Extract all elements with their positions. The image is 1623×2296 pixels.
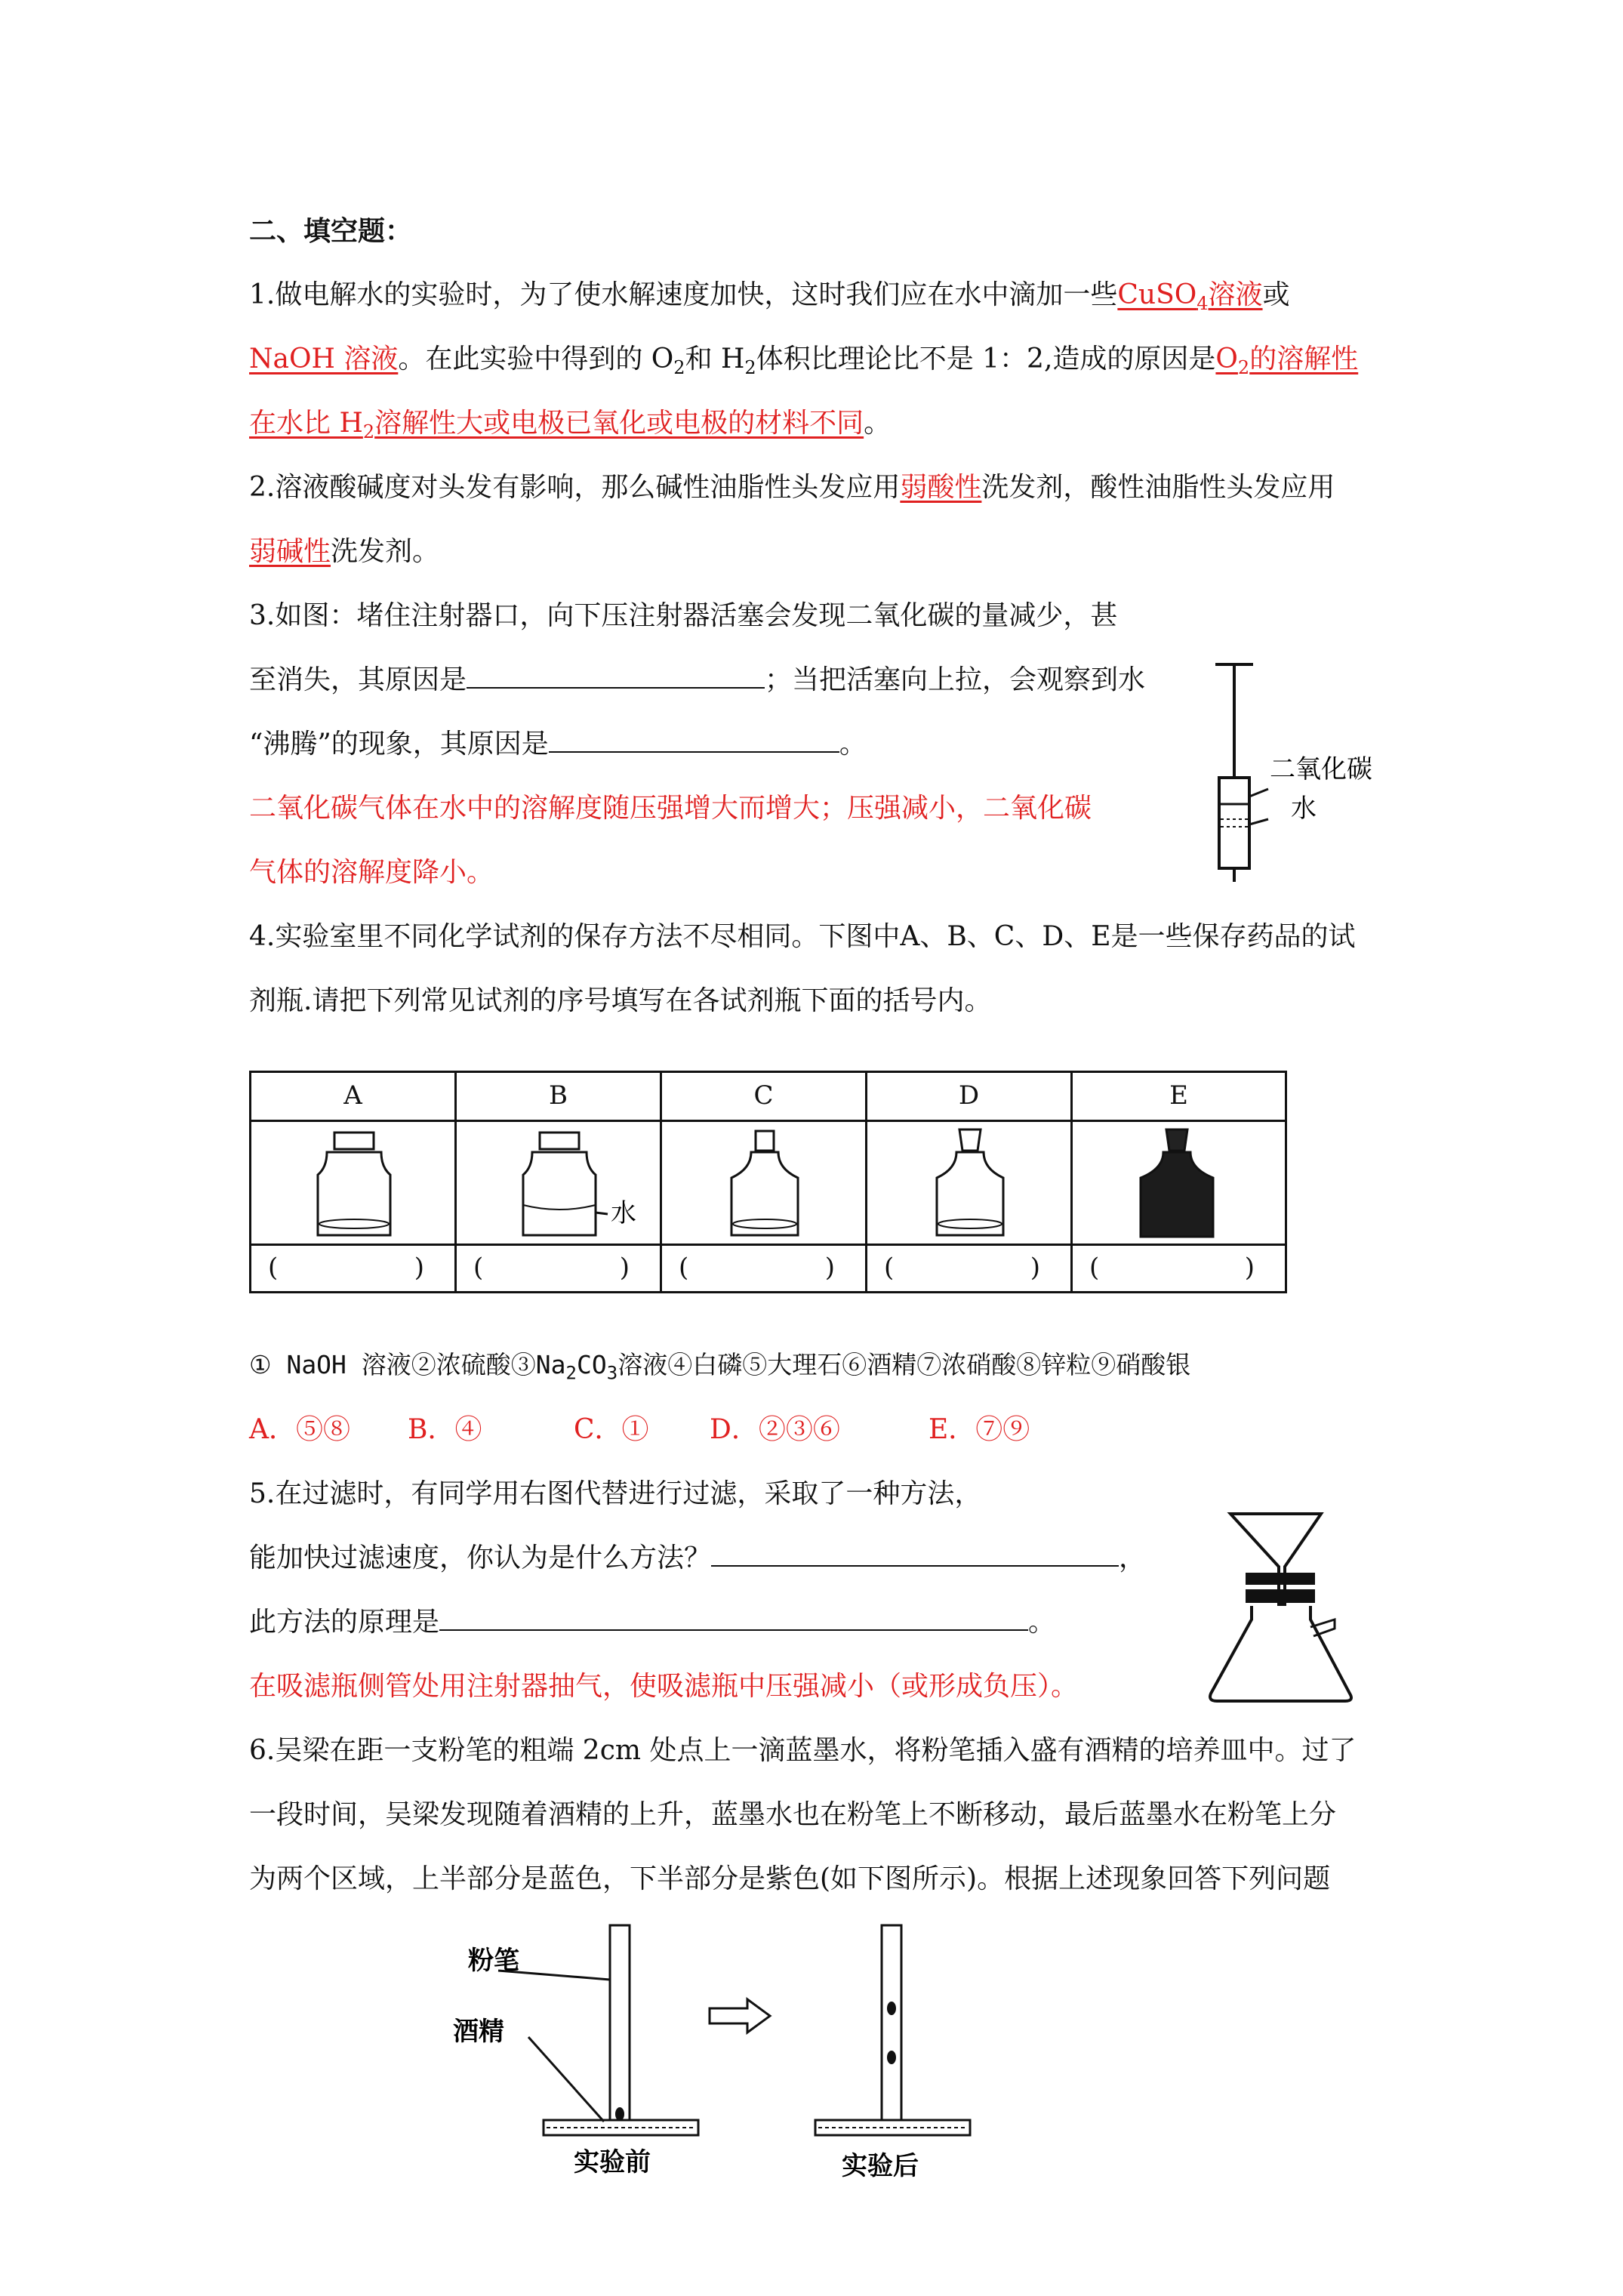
dish-after-icon [815,2120,970,2135]
column-header-b: B [457,1073,660,1122]
chalk-experiment-figure [438,1910,1012,2182]
q2-answer-base: 弱碱性 [249,536,331,567]
q3-blank-2[interactable] [549,729,839,753]
q1-answer-cuso4: CuSO$_4$溶液 [1117,279,1263,315]
alcohol-label: 酒精 [453,2017,504,2047]
column-header-d: D [867,1073,1070,1122]
q5-line3: 此方法的原理是 。 [249,1607,1056,1638]
brown-bottle-icon [1073,1122,1285,1247]
q1-answer-reason-b: 在水比 $H_2$溶解性大或电极已氧化或电极的材料不同 [249,408,864,443]
q1-answer-reason-a: $O_2$的溶解性 [1215,344,1359,379]
bottle-column-a: A ( ) [251,1073,457,1291]
q5-blank-2[interactable] [439,1607,1028,1631]
column-header-a: A [251,1073,454,1122]
section-title: 二、填空题： [249,216,413,247]
column-header-e: E [1073,1073,1285,1122]
q3-answer-line2: 气体的溶解度降小。 [249,857,494,888]
before-label: 实验前 [574,2147,651,2177]
q1-line1: 1.做电解水的实验时，为了使水解速度加快，这时我们应在水中滴加一些CuSO$_4$溶液或 [249,279,1290,315]
q3-blank-1[interactable] [467,664,765,689]
q2-line2: 弱碱性洗发剂。 [249,536,440,567]
bottle-column-b: B 水 ( ) [457,1073,662,1291]
q3-answer-line1: 二氧化碳气体在水中的溶解度随压强增大而增大；压强减小，二氧化碳 [249,793,1092,824]
chalk-after-icon [882,1925,901,2129]
q4-line1: 4.实验室里不同化学试剂的保存方法不尽相同。下图中A、B、C、D、E是一些保存药品的试 [249,921,1356,952]
q5-line2: 能加快过滤速度，你认为是什么方法？ ， [249,1542,1147,1573]
chalk-before-icon [610,1925,630,2129]
water-sealed-bottle-icon [457,1122,662,1247]
q3-line1: 3.如图：堵住注射器口，向下压注射器活塞会发现二氧化碳的量减少，甚 [249,600,1118,631]
q4-options: ① NaOH 溶液②浓硫酸$③Na_2CO_3$溶液④白磷⑤大理石⑥酒精⑦浓硝酸⑧锌粒⑨硝酸银 [249,1350,1191,1384]
q5-answer: 在吸滤瓶侧管处用注射器抽气，使吸滤瓶中压强减小（或形成负压）。 [249,1671,1079,1702]
q2-line1: 2.溶液酸碱度对头发有影响，那么碱性油脂性头发应用弱酸性洗发剂，酸性油脂性头发应用 [249,472,1335,503]
chalk-label: 粉笔 [468,1946,519,1976]
q5-line1: 5.在过滤时，有同学用右图代替进行过滤，采取了一种方法， [249,1478,982,1509]
bottle-column-d: D ( ) [867,1073,1073,1291]
reagent-bottle-table [249,1071,1287,1293]
arrow-right-icon [710,1999,770,2032]
q1-line3: 在水比 $H_2$溶解性大或电极已氧化或电极的材料不同。 [249,408,892,443]
glass-stopper-bottle-icon [867,1122,1073,1247]
q1-line2: NaOH 溶液。在此实验中得到的 $O_2$和 $H_2$体积比理论比不是 1：2,造成的原因是$O_2$的溶解性 [249,344,1359,379]
syringe-figure [1185,657,1412,883]
q1-answer-naoh: NaOH 溶液 [249,344,399,374]
q6-line3: 为两个区域，上半部分是蓝色，下半部分是紫色(如下图所示)。根据上述现象回答下列问题 [249,1863,1331,1894]
syringe-label-gas: 二氧化碳 [1270,754,1372,784]
q6-line1: 6.吴梁在距一支粉笔的粗端 2cm 处点上一滴蓝墨水，将粉笔插入盛有酒精的培养皿中。过了 [249,1735,1357,1766]
wide-mouth-bottle-icon [251,1122,457,1247]
q2-answer-acid: 弱酸性 [900,472,982,503]
bottle-column-c: C ( ) [662,1073,867,1291]
q5-blank-1[interactable] [711,1542,1119,1567]
q3-line3: “沸腾”的现象，其原因是 。 [249,729,867,760]
q4-line2: 剂瓶.请把下列常见试剂的序号填写在各试剂瓶下面的括号内。 [249,985,992,1016]
after-label: 实验后 [842,2151,919,2181]
column-header-c: C [662,1073,865,1122]
water-label: 水 [611,1198,636,1228]
syringe-label-water: 水 [1291,794,1317,824]
dish-before-icon [544,2120,698,2135]
q3-line2: 至消失，其原因是 ；当把活塞向上拉，会观察到水 [249,664,1146,695]
q6-line2: 一段时间，吴梁发现随着酒精的上升，蓝墨水也在粉笔上不断移动，最后蓝墨水在粉笔上分 [249,1799,1337,1830]
rubber-stopper-bottle-icon [662,1122,867,1247]
bottle-column-e: E ( ) [1073,1073,1285,1291]
suction-flask-figure [1200,1506,1366,1710]
